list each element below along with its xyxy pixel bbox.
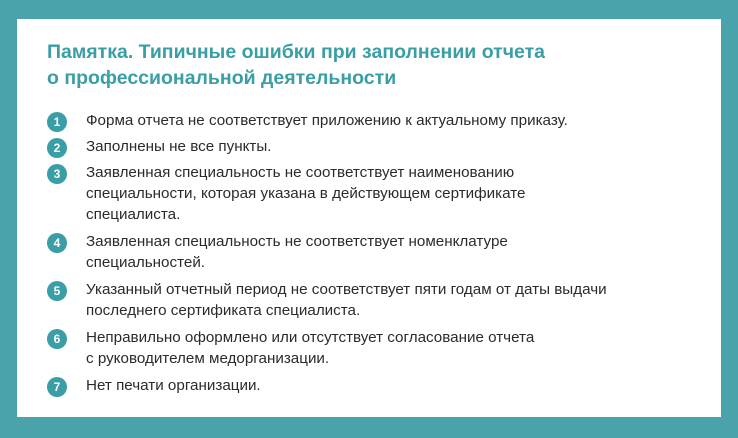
list-item xyxy=(47,279,707,321)
number-badge: 4 xyxy=(47,233,67,253)
item-text: Заполнены не все пункты. xyxy=(86,138,272,155)
item-text: последнего сертификата специалиста. xyxy=(86,302,361,319)
memo-title xyxy=(47,39,707,91)
item-text: Заявленная специальность не соответствует наименованию xyxy=(86,164,515,181)
item-text: специальности, которая указана в действующем сертификате xyxy=(86,185,526,202)
list-item xyxy=(47,231,707,273)
item-text: Нет печати организации. xyxy=(86,377,261,394)
item-text: специальностей. xyxy=(86,254,206,271)
item-text: Неправильно оформлено или отсутствует согласование отчета xyxy=(86,329,535,346)
memo-card xyxy=(17,19,721,417)
title-line: Памятка. Типичные ошибки при заполнении отчета xyxy=(47,41,545,63)
item-text: Указанный отчетный период не соответствует пяти годам от даты выдачи xyxy=(86,281,607,298)
number-badge: 1 xyxy=(47,112,67,132)
item-text: специалиста. xyxy=(86,206,181,223)
item-text: Форма отчета не соответствует приложению к актуальному приказу. xyxy=(86,112,568,129)
list-item xyxy=(47,375,707,396)
list-item xyxy=(47,327,707,369)
number-badge: 6 xyxy=(47,329,67,349)
list-item xyxy=(47,162,707,225)
title-line: о профессиональной деятельности xyxy=(47,67,397,89)
error-list xyxy=(47,110,707,396)
list-item xyxy=(47,136,707,157)
number-badge: 7 xyxy=(47,377,67,397)
item-text: с руководителем медорганизации. xyxy=(86,350,330,367)
list-item xyxy=(47,110,707,131)
item-text: Заявленная специальность не соответствует номенклатуре xyxy=(86,233,508,250)
number-badge: 2 xyxy=(47,138,67,158)
number-badge: 5 xyxy=(47,281,67,301)
number-badge: 3 xyxy=(47,164,67,184)
